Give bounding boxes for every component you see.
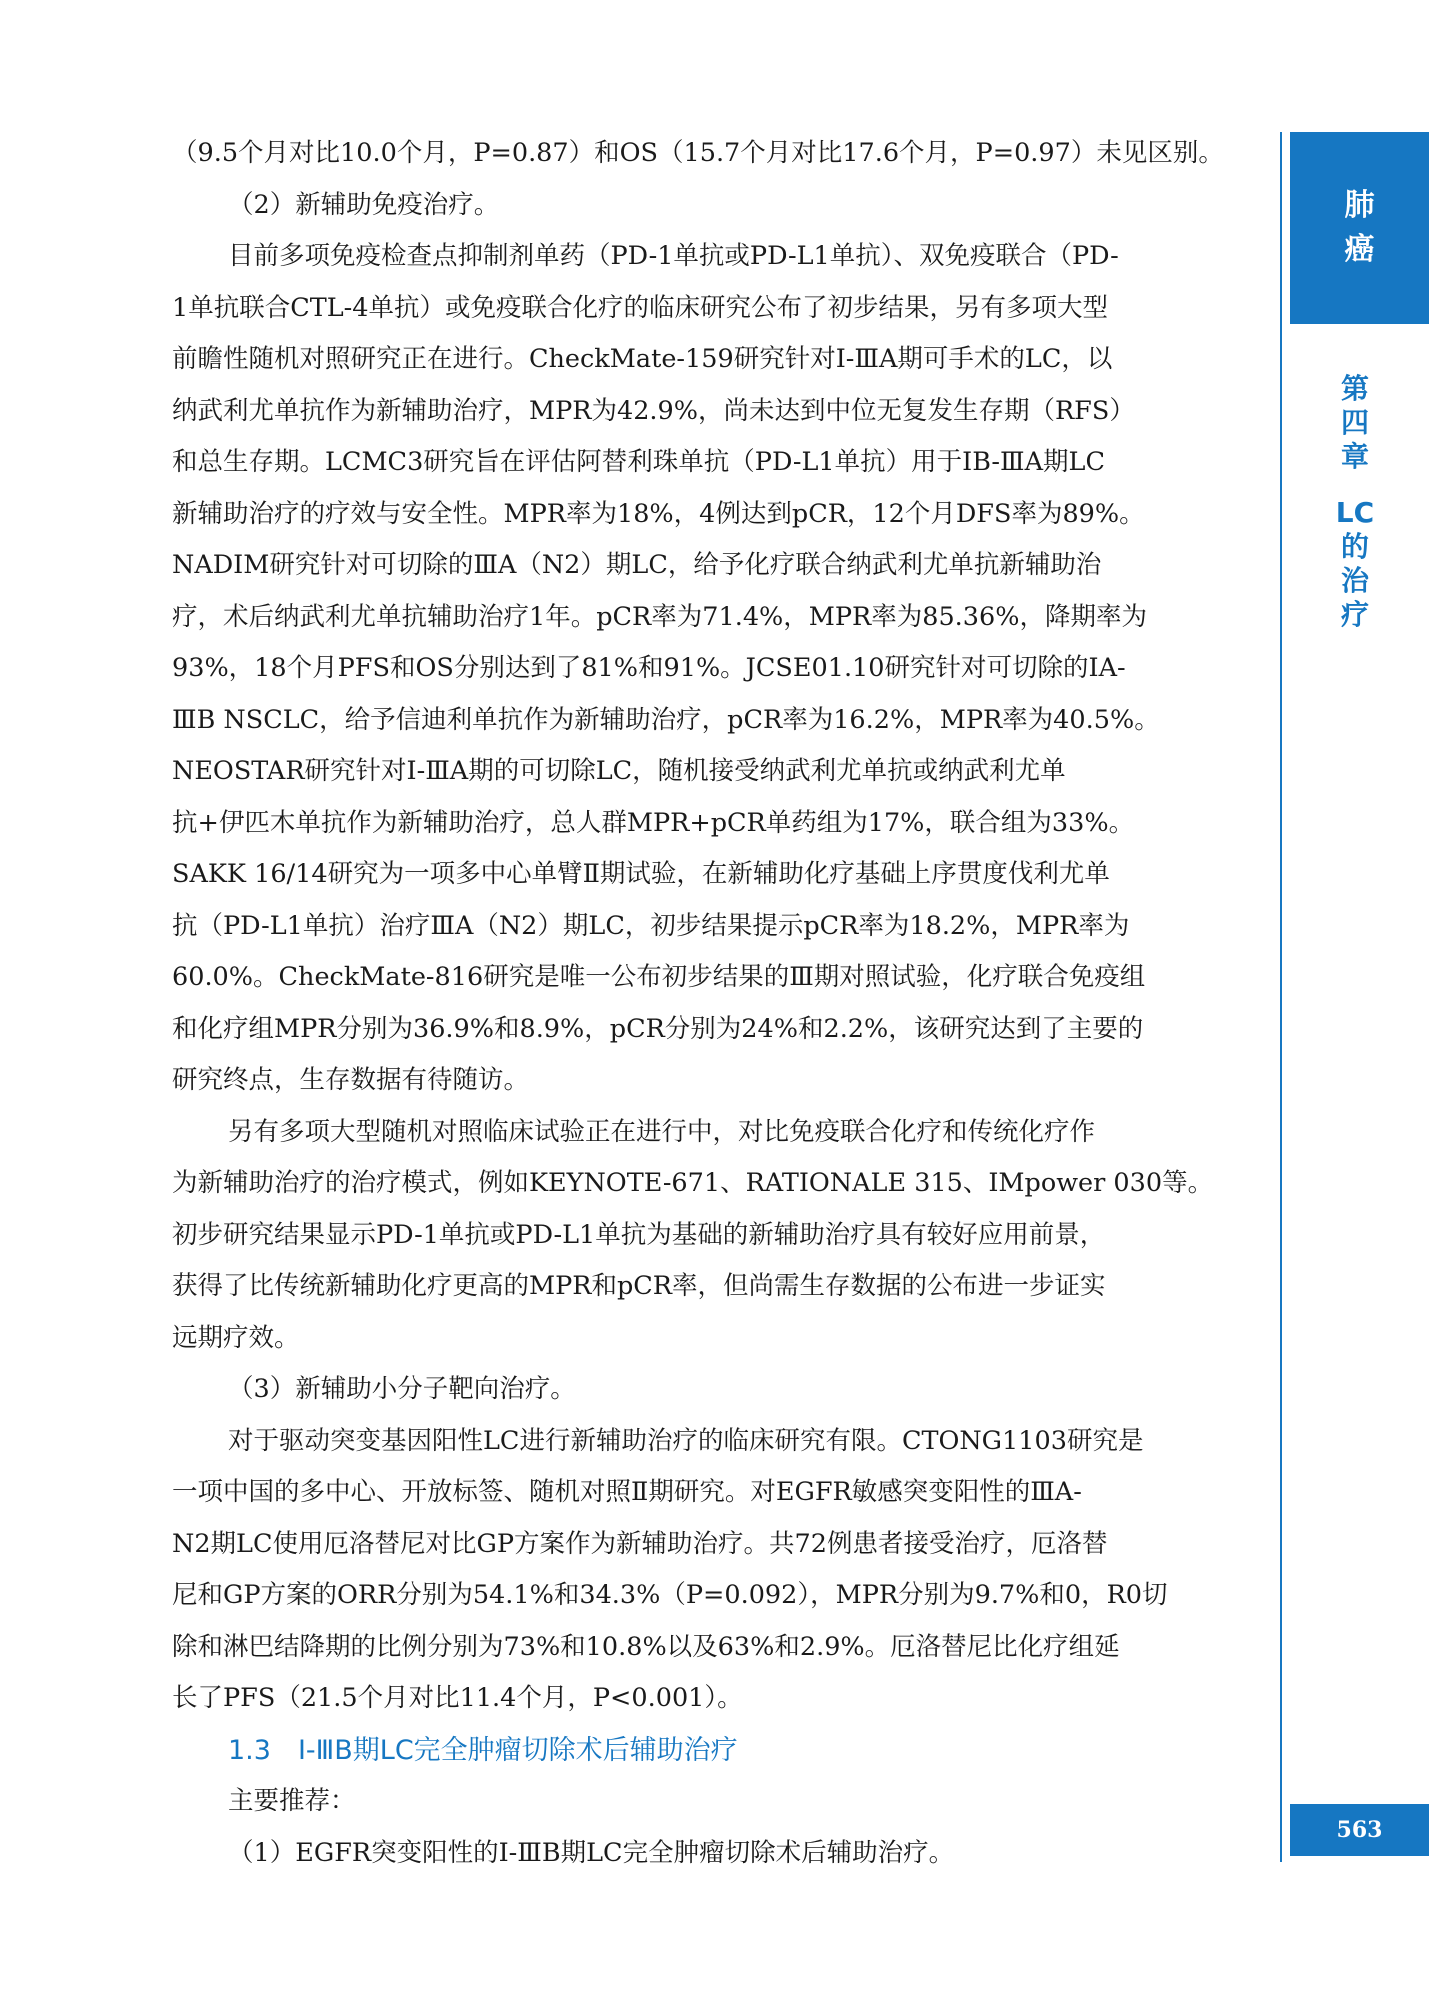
- paragraph-line: 1单抗联合CTL-4单抗）或免疫联合化疗的临床研究公布了初步结果，另有多项大型: [172, 292, 1109, 323]
- paragraph-line: 新辅助治疗的疗效与安全性。MPR率为18%，4例达到pCR，12个月DFS率为89%。: [172, 498, 1145, 529]
- paragraph-line: 抗（PD-L1单抗）治疗ⅢA（N2）期LC，初步结果提示pCR率为18.2%，MPR率为: [172, 910, 1130, 941]
- paragraph-line: 初步研究结果显示PD-1单抗或PD-L1单抗为基础的新辅助治疗具有较好应用前景，: [172, 1219, 1106, 1250]
- paragraph-line: 纳武利尤单抗作为新辅助治疗，MPR为42.9%，尚未达到中位无复发生存期（RFS）: [172, 395, 1135, 426]
- paragraph-line: 远期疗效。: [172, 1322, 300, 1353]
- paragraph-line: 目前多项免疫检查点抑制剂单药（PD-1单抗或PD-L1单抗）、双免疫联合（PD-: [228, 241, 1119, 271]
- paragraph-line: 长了PFS（21.5个月对比11.4个月，P<0.001）。: [172, 1683, 743, 1713]
- chapter-char: 第: [1340, 372, 1369, 405]
- book-title-tab: [1290, 132, 1429, 324]
- paragraph-line: 除和淋巴结降期的比例分别为73%和10.8%以及63%和2.9%。厄洛替尼比化疗组延: [172, 1631, 1120, 1662]
- section-heading: 1.3 Ⅰ-ⅢB期LC完全肿瘤切除术后辅助治疗: [228, 1734, 738, 1766]
- paragraph-line: SAKK 16/14研究为一项多中心单臂Ⅱ期试验，在新辅助化疗基础上序贯度伐利尤单: [172, 859, 1110, 889]
- book-title-char: 癌: [1344, 232, 1375, 267]
- paragraph-line: 疗，术后纳武利尤单抗辅助治疗1年。pCR率为71.4%，MPR率为85.36%，降期率为: [172, 601, 1147, 632]
- subheading-line: （3）新辅助小分子靶向治疗。: [228, 1374, 576, 1404]
- paragraph-line: 抗+伊匹木单抗作为新辅助治疗，总人群MPR+pCR单药组为17%，联合组为33%。: [172, 807, 1135, 838]
- chapter-char: LC: [1335, 496, 1375, 529]
- paragraph-line: 和化疗组MPR分别为36.9%和8.9%，pCR分别为24%和2.2%，该研究达到了主要的: [172, 1013, 1144, 1044]
- main-text: [172, 128, 1224, 1879]
- paragraph-line: 一项中国的多中心、开放标签、随机对照Ⅱ期研究。对EGFR敏感突变阳性的ⅢA-: [172, 1477, 1082, 1507]
- chapter-char: 疗: [1340, 598, 1369, 631]
- chapter-char: 的: [1340, 530, 1369, 563]
- page-number-box: [1290, 1804, 1429, 1856]
- paragraph-line: 和总生存期。LCMC3研究旨在评估阿替利珠单抗（PD-L1单抗）用于ⅠB-ⅢA期LC: [172, 447, 1105, 477]
- paragraph-line: 93%，18个月PFS和OS分别达到了81%和91%。JCSE01.10研究针对可切除的ⅠA-: [172, 653, 1126, 683]
- paragraph-line: 对于驱动突变基因阳性LC进行新辅助治疗的临床研究有限。CTONG1103研究是: [228, 1425, 1144, 1456]
- paragraph-line: NADIM研究针对可切除的ⅢA（N2）期LC，给予化疗联合纳武利尤单抗新辅助治: [172, 550, 1102, 580]
- paragraph-line: N2期LC使用厄洛替尼对比GP方案作为新辅助治疗。共72例患者接受治疗，厄洛替: [172, 1528, 1108, 1559]
- paragraph-line: ⅢB NSCLC，给予信迪利单抗作为新辅助治疗，pCR率为16.2%，MPR率为40.5%。: [172, 704, 1160, 735]
- paragraph-line: 获得了比传统新辅助化疗更高的MPR和pCR率，但尚需生存数据的公布进一步证实: [172, 1271, 1106, 1301]
- paragraph-line: 研究终点，生存数据有待随访。: [172, 1065, 530, 1095]
- paragraph-line: （1）EGFR突变阳性的Ⅰ-ⅢB期LC完全肿瘤切除术后辅助治疗。: [228, 1837, 955, 1868]
- book-title-char: 肺: [1344, 188, 1375, 223]
- chapter-char: 治: [1340, 564, 1369, 597]
- paragraph-line: （9.5个月对比10.0个月，P=0.87）和OS（15.7个月对比17.6个月，P=0.97）未见区别。: [172, 138, 1224, 168]
- page-number: 563: [1336, 1817, 1383, 1843]
- chapter-char: 四: [1340, 406, 1369, 439]
- paragraph-line: 另有多项大型随机对照临床试验正在进行中，对比免疫联合化疗和传统化疗作: [228, 1116, 1096, 1147]
- paragraph-line: 为新辅助治疗的治疗模式，例如KEYNOTE-671、RATIONALE 315、IMpower 030等。: [172, 1168, 1214, 1198]
- chapter-label: [1327, 372, 1383, 632]
- subheading-line: （2）新辅助免疫治疗。: [228, 189, 500, 220]
- paragraph-line: NEOSTAR研究针对Ⅰ-ⅢA期的可切除LC，随机接受纳武利尤单抗或纳武利尤单: [172, 756, 1066, 786]
- margin-rule: [1280, 132, 1282, 1862]
- chapter-char: 章: [1340, 440, 1369, 473]
- paragraph-line: 主要推荐：: [228, 1786, 356, 1816]
- paragraph-line: 前瞻性随机对照研究正在进行。CheckMate-159研究针对Ⅰ-ⅢA期可手术的LC，以: [172, 344, 1113, 374]
- paragraph-line: 尼和GP方案的ORR分别为54.1%和34.3%（P=0.092），MPR分别为9.7%和0，R0切: [172, 1580, 1168, 1610]
- paragraph-line: 60.0%。CheckMate-816研究是唯一公布初步结果的Ⅲ期对照试验，化疗联合免疫组: [172, 962, 1146, 992]
